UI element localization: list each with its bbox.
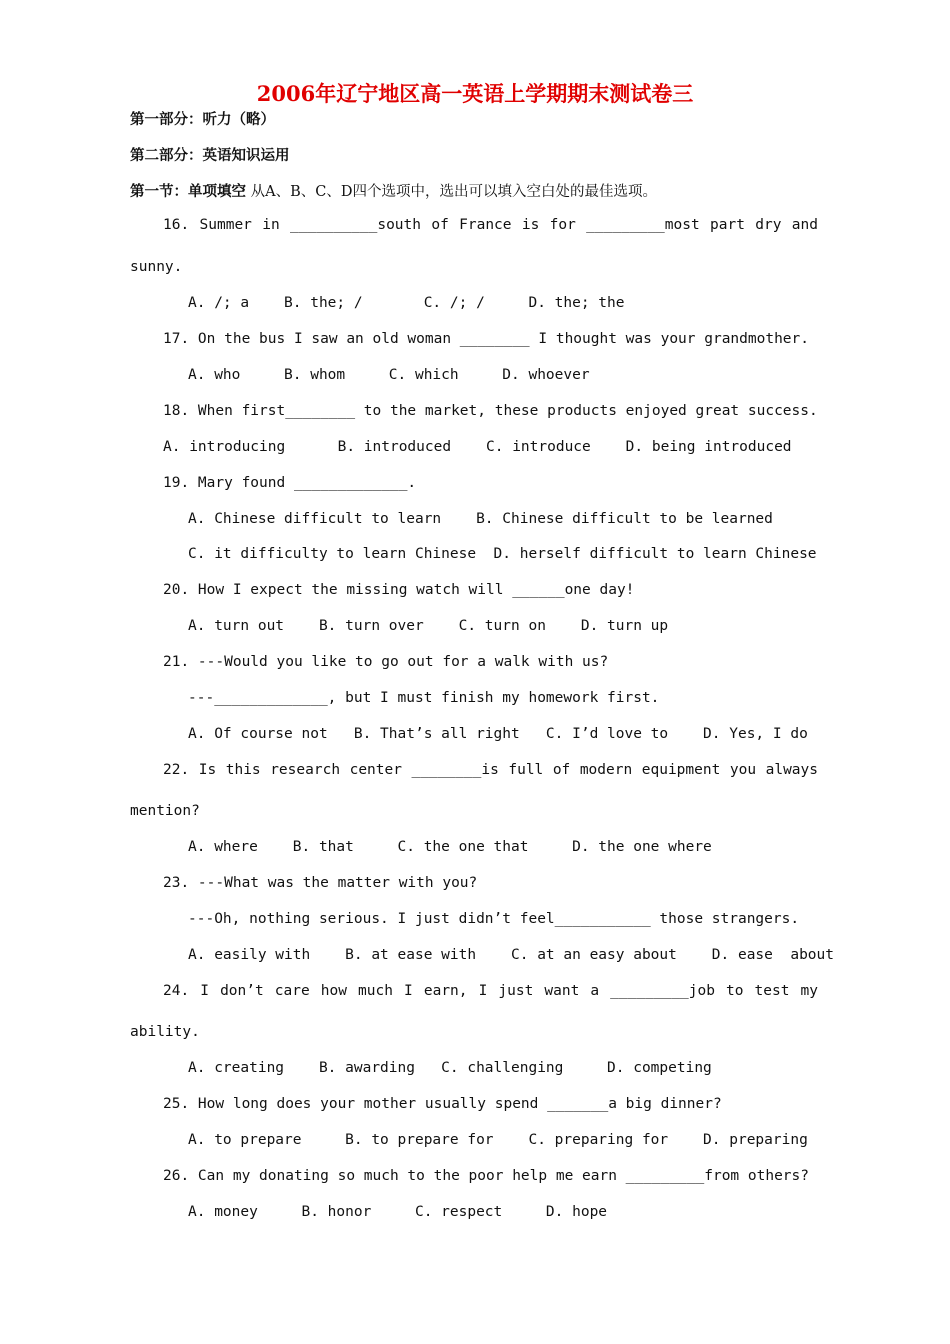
question-20-options: A. turn out B. turn over C. turn on D. turn up — [188, 618, 669, 634]
question-23-reply: ---Oh, nothing serious. I just didn’t feel___________ those strangers. — [188, 911, 800, 927]
part-2-heading: 第二部分：英语知识运用 — [130, 148, 290, 164]
section-1-label: 第一节：单项填空 — [130, 184, 246, 200]
section-1-instruction — [130, 180, 657, 201]
question-16-options: A. /; a B. the; / C. /; / D. the; the — [188, 295, 625, 311]
question-18-options: A. introducing B. introduced C. introduce D. being introduced — [163, 439, 792, 455]
question-17: 17. On the bus I saw an old woman ________ I thought was your grandmother. — [163, 331, 810, 347]
question-20: 20. How I expect the missing watch will ______one day! — [163, 582, 635, 598]
question-19-options-2: C. it difficulty to learn Chinese D. herself difficult to learn Chinese — [188, 546, 817, 562]
question-19-options-1: A. Chinese difficult to learn B. Chinese difficult to be learned — [188, 511, 773, 527]
question-21-options: A. Of course not B. That’s all right C. I’d love to D. Yes, I do — [188, 726, 808, 742]
question-22-options: A. where B. that C. the one that D. the one where — [188, 839, 712, 855]
question-16-continued: sunny. — [130, 259, 183, 275]
question-16: 16. Summer in __________south of France is for _________most part dry and — [163, 217, 818, 233]
question-21: 21. ---Would you like to go out for a walk with us? — [163, 654, 609, 670]
section-1-text: 从A、B、C、D四个选项中，选出可以填入空白处的最佳选项。 — [246, 184, 657, 200]
question-23: 23. ---What was the matter with you? — [163, 875, 478, 891]
part-1-heading: 第一部分：听力（略） — [130, 112, 275, 128]
question-22-continued: mention? — [130, 803, 200, 819]
question-24-options: A. creating B. awarding C. challenging D. competing — [188, 1060, 712, 1076]
question-24: 24. I don’t care how much I earn, I just want a _________job to test my — [163, 983, 818, 999]
exam-title: 2006年辽宁地区高一英语上学期期末测试卷三 — [256, 81, 694, 106]
question-22: 22. Is this research center ________is full of modern equipment you always — [163, 762, 818, 778]
question-23-options: A. easily with B. at ease with C. at an easy about D. ease about — [188, 947, 835, 963]
question-25-options: A. to prepare B. to prepare for C. preparing for D. preparing — [188, 1132, 808, 1148]
question-21-reply: ---_____________, but I must finish my homework first. — [188, 690, 660, 706]
question-18: 18. When first________ to the market, these products enjoyed great success. — [163, 403, 818, 419]
question-24-continued: ability. — [130, 1024, 200, 1040]
question-25: 25. How long does your mother usually spend _______a big dinner? — [163, 1096, 722, 1112]
question-26: 26. Can my donating so much to the poor help me earn _________from others? — [163, 1168, 810, 1184]
question-19: 19. Mary found _____________. — [163, 475, 417, 491]
question-17-options: A. who B. whom C. which D. whoever — [188, 367, 590, 383]
question-26-options: A. money B. honor C. respect D. hope — [188, 1204, 608, 1220]
